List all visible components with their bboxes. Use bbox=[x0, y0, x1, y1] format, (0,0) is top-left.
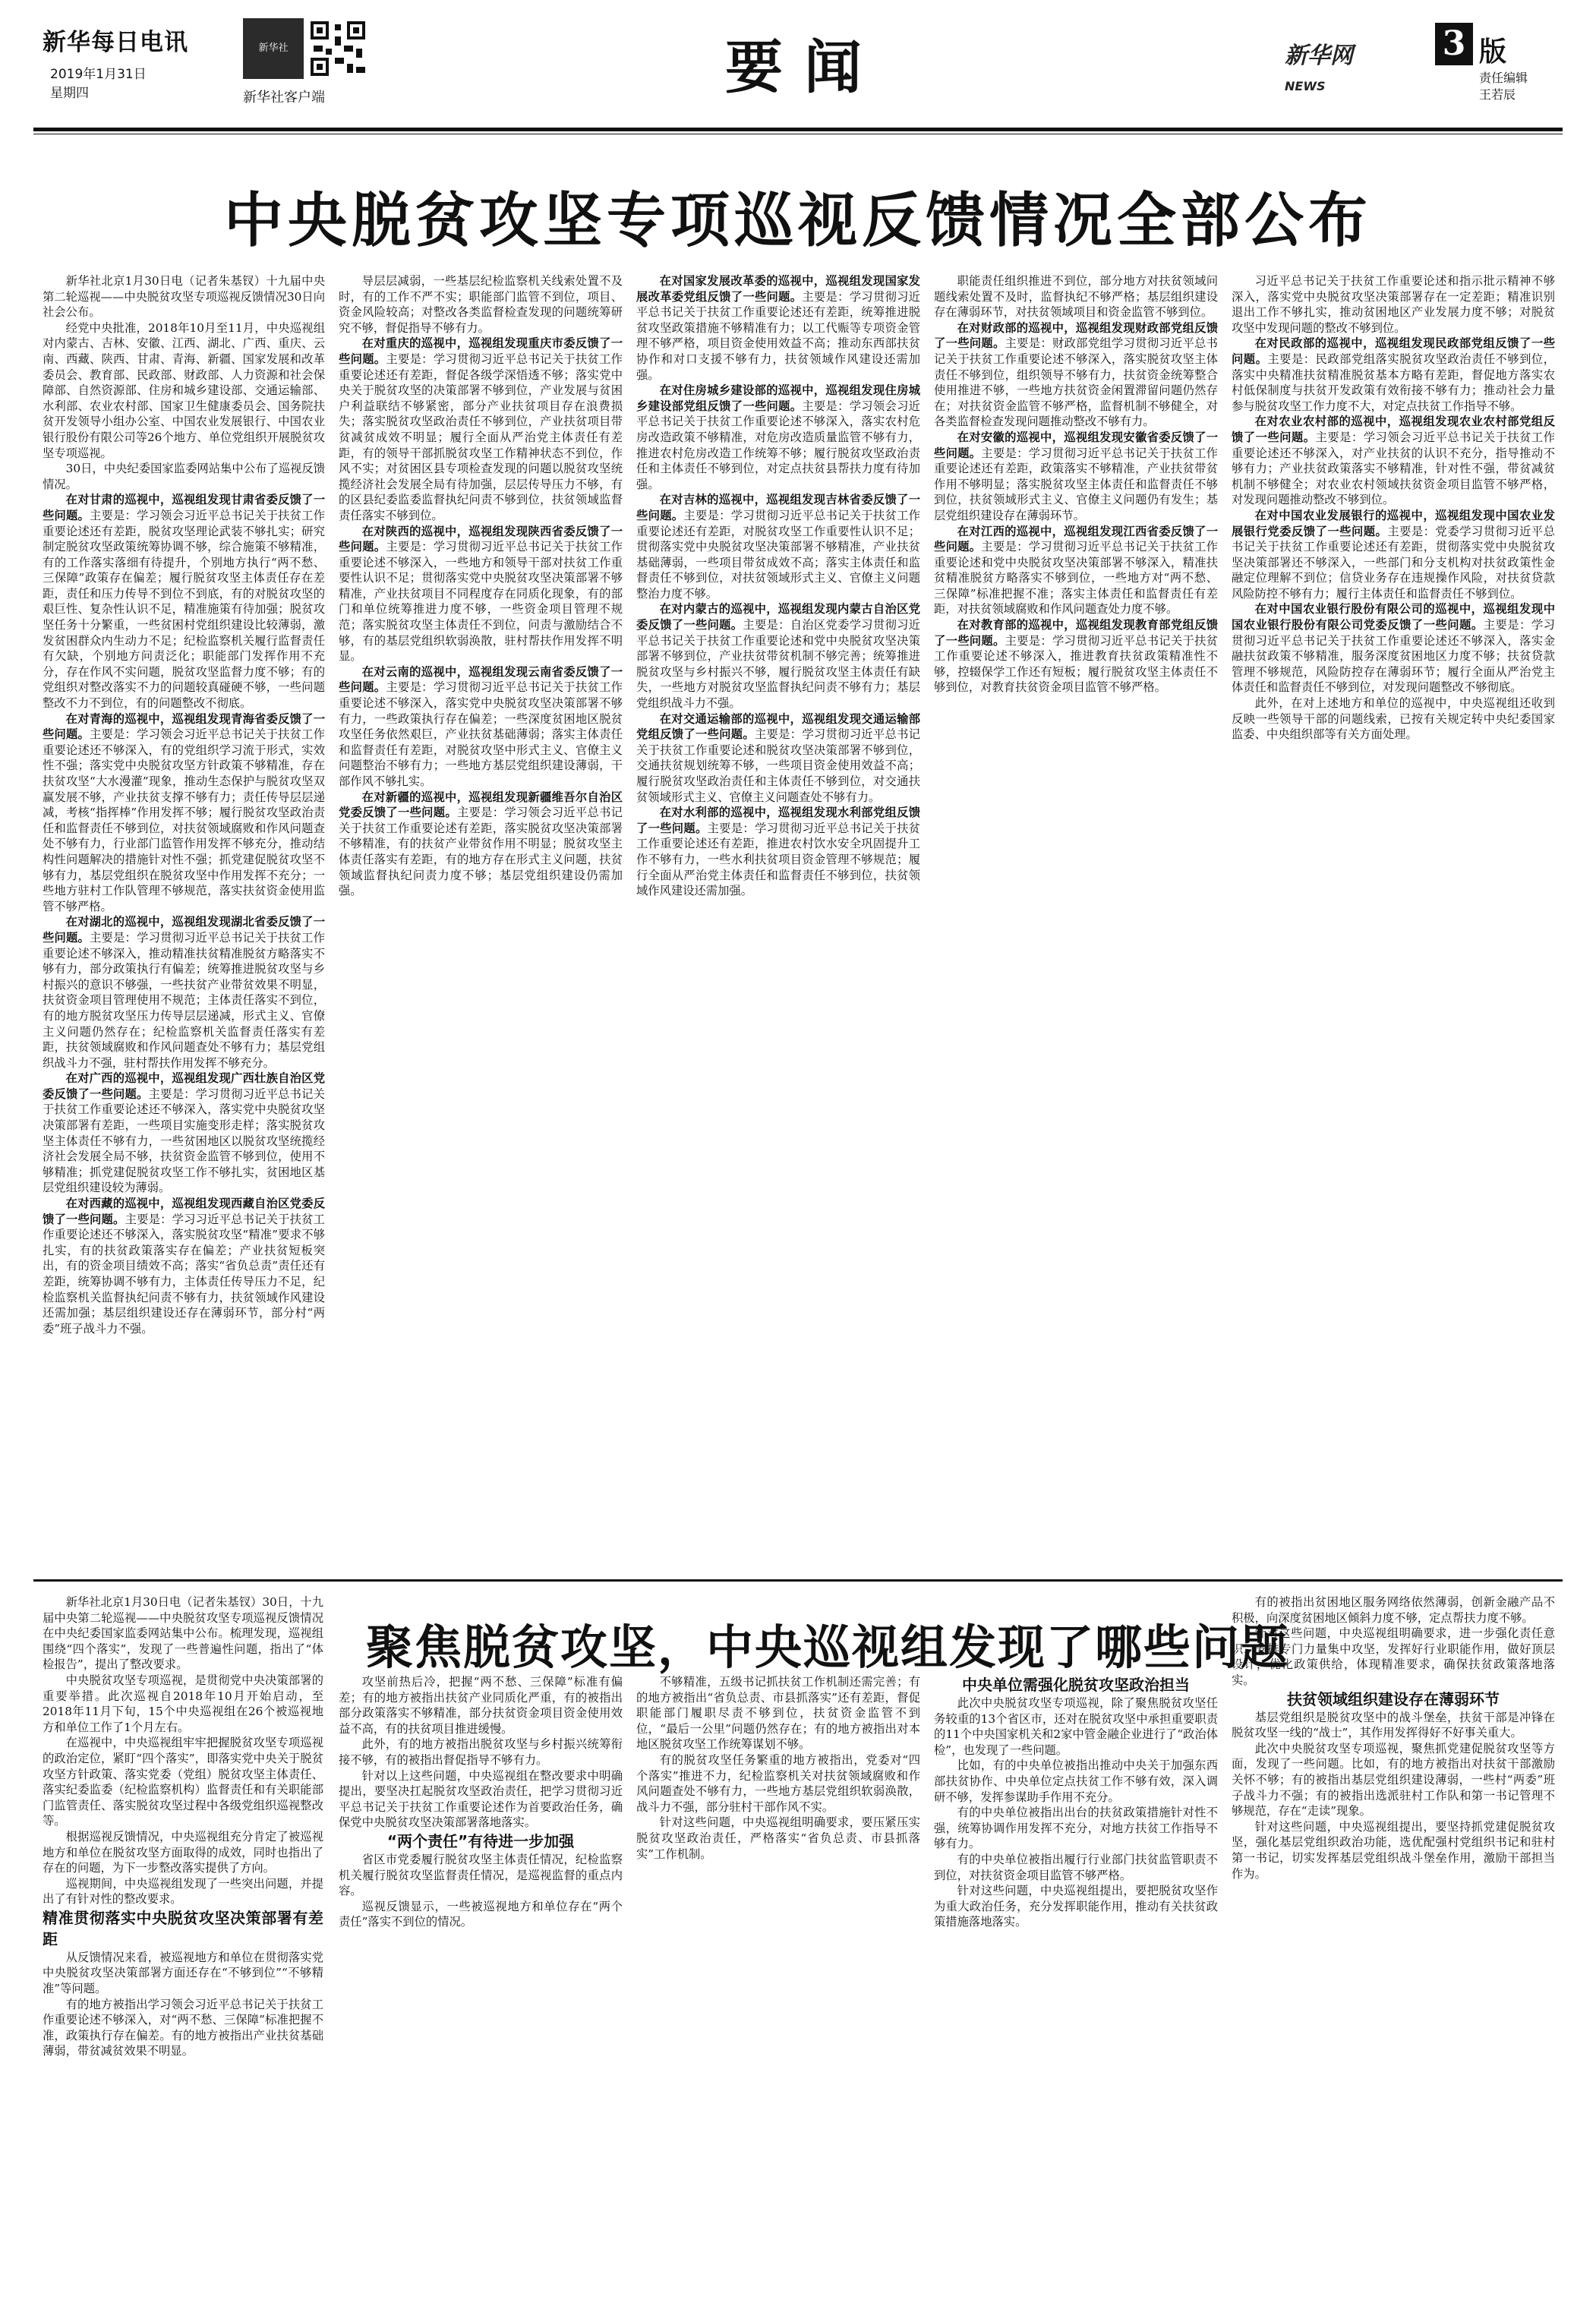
paragraph-label: 在对青海的巡视中，巡视组发现青海省委反馈了一些问题。 bbox=[43, 711, 325, 742]
article1-paragraph bbox=[339, 336, 623, 523]
paragraph-label: 在对财政部的巡视中，巡视组发现财政部党组反馈了一些问题。 bbox=[934, 320, 1218, 351]
article2-subheading: 精准贯彻落实中央脱贫攻坚决策部署有差距 bbox=[43, 1908, 323, 1948]
article2-paragraph: 有的中央单位被指出履行行业部门扶贫监管职责不到位，对扶贫资金项目监管不够严格。 bbox=[934, 1852, 1218, 1882]
article1-column-2 bbox=[339, 273, 623, 1564]
article2-paragraph: 此次中央脱贫攻坚专项巡视，聚焦抓党建促脱贫攻坚等方面，发现了一些问题。比如，有的地方被指出对扶贫干部激励关怀不够；有的被指出基层党组织建设薄弱，一些村“两委”班子战斗力不强；有的被指出选派驻村工作队和第一书记管理不够规范，存在“走读”现象。 bbox=[1232, 1741, 1555, 1818]
article1-paragraph bbox=[934, 430, 1218, 524]
xinhua-logo: 新华社 bbox=[243, 18, 304, 79]
article1-paragraph bbox=[1232, 336, 1555, 414]
article1-paragraph bbox=[1232, 508, 1555, 602]
article2-paragraph: 从反馈情况来看，被巡视地方和单位在贯彻落实党中央脱贫攻坚决策部署方面还存在“不够到位”“不够精准”等问题。 bbox=[43, 1950, 323, 1996]
page-label: 版 bbox=[1479, 36, 1507, 68]
article2-column-4 bbox=[934, 1674, 1218, 2293]
paragraph-label: 在对农业农村部的巡视中，巡视组发现农业农村部党组反馈了一些问题。 bbox=[1232, 415, 1555, 444]
paragraph-text: 主要是：自治区党委学习贯彻习近平总书记关于扶贫工作重要论述和党中央脱贫攻坚决策部署不够到位，产业扶贫带贫机制不够完善；统筹推进脱贫攻坚与乡村振兴不够，履行脱贫攻坚主体责任有缺失，一些地方对脱贫攻坚监督执纪问责不够有力；基层党组织战斗力不强。 bbox=[636, 618, 920, 711]
article1-paragraph bbox=[636, 273, 920, 383]
article1-paragraph bbox=[43, 1196, 325, 1336]
paragraph-text: 主要是：学习贯彻习近平总书记关于扶贫工作重要论述和党中央脱贫攻坚决策部署不够深入，精准扶贫精准脱贫方略落实不够到位，一些地方对“两不愁、三保障”标准把握不准；落实主体责任和监督责任有差距，对扶贫领域腐败和作风问题查处力度不够。 bbox=[934, 540, 1218, 617]
paragraph-label: 在对安徽的巡视中，巡视组发现安徽省委反馈了一些问题。 bbox=[934, 430, 1218, 460]
article1-paragraph bbox=[636, 492, 920, 601]
article2-paragraph: 有的中央单位被指出出台的扶贫政策措施针对性不强，统筹协调作用发挥不充分，对地方扶贫工作指导不够有力。 bbox=[934, 1806, 1218, 1851]
article1-paragraph bbox=[636, 711, 920, 806]
news-logo-small: NEWS bbox=[1285, 79, 1326, 93]
paragraph-text: 主要是：学习习近平总书记关于扶贫工作重要论述还不够深入，落实脱贫攻坚“精准”要求不够扎实，有的扶贫政策落实存在偏差；产业扶贫短板突出，有的资金项目绩效不高；落实“省负总责”责任还有差距，统筹协调不够有力，主体责任传导压力不足，纪检监察机关监督执纪问责不够有力，扶贫领域作风建设还需加强；基层组织建设还存在薄弱环节，部分村“两委”班子战斗力不强。 bbox=[43, 1212, 325, 1336]
article2-paragraph: 基层党组织是脱贫攻坚中的战斗堡垒，扶贫干部是冲锋在脱贫攻坚一线的“战士”，其作用发挥得好不好事关重大。 bbox=[1232, 1710, 1555, 1740]
article1-column-3 bbox=[636, 273, 920, 1564]
article1-column-5 bbox=[1232, 273, 1555, 1564]
paragraph-text: 主要是：学习领会习近平总书记关于扶贫工作重要论述还不够深入，对产业扶贫的认识不充分，指导推动不够有力；产业扶贫政策落实不够精准，针对性不强，带贫减贫机制不够健全；对农业农村领域扶贫资金项目监管不够严格，对发现问题推动整改不够到位。 bbox=[1232, 430, 1555, 507]
qr-code-icon[interactable] bbox=[308, 18, 368, 79]
paragraph-text: 主要是：学习贯彻习近平总书记关于扶贫工作重要论述还有差距，对脱贫攻坚工作重要性认识不足；贯彻落实党中央脱贫攻坚决策部署不够精准，产业扶贫基础薄弱，一些项目带贫成效不高；落实主体责任和监督责任不够到位，对扶贫领域形式主义、官僚主义问题整治力度不够。 bbox=[636, 508, 920, 601]
article2-paragraph: 针对这些问题，中央巡视组提出，要把脱贫攻坚作为重大政治任务，充分发挥职能作用，推动有关扶贫政策措施落地落实。 bbox=[934, 1884, 1218, 1929]
article1-headline[interactable]: 中央脱贫攻坚专项巡视反馈情况全部公布 bbox=[223, 187, 1372, 255]
paragraph-label: 在对新疆的巡视中，巡视组发现新疆维吾尔自治区党委反馈了一些问题。 bbox=[339, 790, 623, 820]
news-logo-text: 新华网 bbox=[1285, 43, 1353, 69]
paragraph-text: 主要是：学习贯彻习近平总书记关于扶贫工作重要论述不够深入，推进教育扶贫政策精准性不够，控辍保学工作还有短板；履行脱贫攻坚主体责任不够到位，对教育扶贫资金项目监管不够严格。 bbox=[934, 633, 1218, 695]
paragraph-text: 主要是：学习贯彻习近平总书记关于扶贫工作重要论述和脱贫攻坚决策部署不够到位，交通扶贫规划统筹不够，一些项目资金使用效益不高；履行脱贫攻坚政治责任和主体责任不够到位，对交通扶贫领域形式主义、官僚主义问题查处不够有力。 bbox=[636, 727, 920, 804]
issue-weekday: 星期四 bbox=[50, 86, 89, 101]
article1-paragraph bbox=[636, 805, 920, 899]
article1-paragraph bbox=[636, 601, 920, 711]
editor-credit bbox=[1479, 70, 1528, 103]
paragraph-text: 主要是：学习贯彻习近平总书记关于扶贫工作重要论述还有差距，统筹推进脱贫攻坚政策措施不够精准有力；以工代赈等专项资金管理不够严格，项目资金使用效益不高；推动东西部扶贫协作和对口支援不够有力，扶贫领域作风建设还需加强。 bbox=[636, 289, 920, 382]
paragraph-label: 在对中国农业银行股份有限公司的巡视中，巡视组发现中国农业银行股份有限公司党委反馈了一些问题。 bbox=[1232, 602, 1555, 632]
article2-paragraph: 有的地方被指出学习领会习近平总书记关于扶贫工作重要论述不够深入，对“两不愁、三保障”标准把握不准，政策执行存在偏差。有的地方被指出产业扶贫基础薄弱，带贫减贫效果不明显。 bbox=[43, 1997, 323, 2058]
article1-paragraph bbox=[934, 320, 1218, 430]
article2-paragraph: 不够精准，五级书记抓扶贫工作机制还需完善；有的地方被指出“省负总责、市县抓落实”还有差距，督促职能部门履职尽责不够到位，扶贫资金监管不到位，“最后一公里”问题仍然存在；有的地方被指出对本地区脱贫攻坚工作统筹谋划不够。 bbox=[636, 1675, 920, 1752]
masthead-rule bbox=[33, 128, 1563, 131]
paragraph-text: 主要是：学习领会习近平总书记关于扶贫工作重要论述不够深入，落实农村危房改造政策不够精准，对危房改造质量监管不够有力，推进农村危房改造工作统筹不够；履行脱贫攻坚政治责任和主体责任不够到位，对定点扶贫县帮扶力度有待加强。 bbox=[636, 399, 920, 491]
article1-paragraph: 经党中央批准，2018年10月至11月，中央巡视组对内蒙古、吉林、安徽、江西、湖北、广西、重庆、云南、西藏、陕西、甘肃、青海、新疆、国家发展和改革委员会、教育部、民政部、财政部、人力资源和社会保障部、自然资源部、住房和城乡建设部、交通运输部、水利部、农业农村部、国家卫生健康委员会、国务院扶贫开发领导小组办公室、中国农业发展银行、中国农业银行股份有限公司等26个地方、单位党组织开展脱贫攻坚专项巡视。 bbox=[43, 320, 325, 460]
paragraph-label: 在对陕西的巡视中，巡视组发现陕西省委反馈了一些问题。 bbox=[339, 524, 623, 554]
article2-subheading: 中央单位需强化脱贫攻坚政治担当 bbox=[962, 1676, 1190, 1694]
issue-date: 2019年1月31日 bbox=[50, 67, 147, 82]
paragraph-label: 在对住房城乡建设部的巡视中，巡视组发现住房城乡建设部党组反馈了一些问题。 bbox=[636, 383, 920, 413]
paragraph-label: 在对广西的巡视中，巡视组发现广西壮族自治区党委反馈了一些问题。 bbox=[43, 1071, 325, 1101]
paragraph-label: 在对西藏的巡视中，巡视组发现西藏自治区党委反馈了一些问题。 bbox=[43, 1197, 325, 1226]
paragraph-text: 主要是：学习领会习近平总书记关于扶贫工作重要论述有差距，落实脱贫攻坚决策部署不够精准，有的扶贫产业带贫作用不明显；脱贫攻坚主体责任落实有差距，有的地方存在形式主义问题，扶贫领域监督执纪问责力度不够；基层党组织建设仍需加强。 bbox=[339, 806, 623, 898]
article2-paragraph: 中央脱贫攻坚专项巡视，是贯彻党中央决策部署的重要举措。此次巡视自2018年10月开始启动，至2018年11月下旬，15个中央巡视组在26个被巡视地方和单位工作了1个月左右。 bbox=[43, 1673, 323, 1734]
article-divider bbox=[33, 1579, 1563, 1582]
article2-paragraph: 此外，有的地方被指出脱贫攻坚与乡村振兴统筹衔接不够，有的被指出督促指导不够有力。 bbox=[339, 1737, 623, 1767]
section-title: 要闻 bbox=[725, 33, 883, 101]
article1-paragraph bbox=[1232, 601, 1555, 695]
paragraph-text: 主要是：学习贯彻习近平总书记关于扶贫工作重要论述还不够深入，落实党中央脱贫攻坚决策部署有差距，一些项目实施变形走样；落实脱贫攻坚主体责任不够有力，一些贫困地区以脱贫攻坚统揽经济社会发展全局不够，扶贫资金监管不够到位，使用不够精准；抓党建促脱贫攻坚工作不够扎实，贫困地区基层党组织建设较为薄弱。 bbox=[43, 1087, 325, 1195]
article2-paragraph: 根据巡视反馈情况，中央巡视组充分肯定了被巡视地方和单位在脱贫攻坚方面取得的成效，同时也指出了存在的问题，为下一步整改落实提供了方向。 bbox=[43, 1829, 323, 1875]
article2-paragraph: 巡视期间，中央巡视组发现了一些突出问题，并提出了有针对性的整改要求。 bbox=[43, 1876, 323, 1907]
article2-paragraph: 针对这些问题，中央巡视组明确要求，进一步强化责任意识，安排专门力量集中攻坚，发挥好行业职能作用，做好顶层设计，优化政策供给，体现精准要求，确保扶贫政策落地落实。 bbox=[1232, 1626, 1555, 1687]
paragraph-label: 在对吉林的巡视中，巡视组发现吉林省委反馈了一些问题。 bbox=[636, 493, 920, 522]
paragraph-label: 在对交通运输部的巡视中，巡视组发现交通运输部党组反馈了一些问题。 bbox=[636, 711, 920, 742]
editor-name: 王若辰 bbox=[1479, 87, 1516, 102]
article2-headline[interactable]: 聚焦脱贫攻坚，中央巡视组发现了哪些问题 bbox=[365, 1620, 1289, 1675]
article1-paragraph bbox=[43, 914, 325, 1071]
article2-paragraph: 省区市党委履行脱贫攻坚主体责任情况，纪检监察机关履行脱贫攻坚监督责任情况，是巡视监督的重点内容。 bbox=[339, 1852, 623, 1898]
article1-paragraph: 职能责任组织推进不到位，部分地方对扶贫领域问题线索处置不及时，监督执纪不够严格；基层组织建设存在薄弱环节，对扶贫领域项目和资金监管不够到位。 bbox=[934, 274, 1218, 320]
paragraph-text: 主要是：财政部党组学习贯彻习近平总书记关于扶贫工作重要论述不够深入，落实脱贫攻坚主体责任不够到位，组织领导不够有力，扶贫资金统筹整合使用推进不够，一些地方扶贫资金闲置滞留问题仍然存在；对扶贫资金监管不够严格，监督机制不够健全，对各类监督检查发现问题推动整改不够有力。 bbox=[934, 336, 1218, 429]
article1-lead: 新华社北京1月30日电（记者朱基钗）十九届中央第二轮巡视——中央脱贫攻坚专项巡视反馈情况30日向社会公布。 bbox=[43, 274, 325, 320]
article1-paragraph bbox=[339, 790, 623, 899]
article1-paragraph bbox=[934, 524, 1218, 618]
paragraph-text: 主要是：学习贯彻习近平总书记关于扶贫工作重要论述不够深入，推动精准扶贫精准脱贫方略落实不够有力，部分政策执行有偏差；统筹推进脱贫攻坚与乡村振兴的意识不够强，一些扶贫产业带贫效果不明显，扶贫资金项目管理使用不规范；主体责任落实不到位，有的地方脱贫攻坚压力传导层层递减，形式主义、官僚主义问题仍然存在；纪检监察机关监督责任落实有差距，扶贫领域腐败和作风问题查处不够有力；基层党组织战斗力不强，驻村帮扶作用发挥不够充分。 bbox=[43, 930, 325, 1070]
article2-column-1 bbox=[43, 1594, 323, 2293]
article2-subheading: 扶贫领域组织建设存在薄弱环节 bbox=[1287, 1689, 1500, 1708]
article1-paragraph: 30日，中央纪委国家监委网站集中公布了巡视反馈情况。 bbox=[43, 462, 325, 491]
article2-paragraph: 此次中央脱贫攻坚专项巡视，除了聚焦脱贫攻坚任务较重的13个省区市，还对在脱贫攻坚中承担重要职责的11个中央国家机关和2家中管金融企业进行了“政治体检”，也发现了一些问题。 bbox=[934, 1696, 1218, 1757]
paragraph-text: 主要是：民政部党组落实脱贫攻坚政治责任不够到位，落实中央精准扶贫精准脱贫基本方略有差距，督促地方落实农村低保制度与扶贫开发政策有效衔接不够有力；推动社会力量参与脱贫攻坚工作力度不大，对定点扶贫工作指导不够。 bbox=[1232, 352, 1555, 413]
article1-paragraph bbox=[1232, 414, 1555, 508]
paragraph-label: 在对甘肃的巡视中，巡视组发现甘肃省委反馈了一些问题。 bbox=[43, 493, 325, 522]
article1-paragraph bbox=[636, 383, 920, 492]
article2-paragraph: 针对这些问题，中央巡视组提出，要坚持抓党建促脱贫攻坚，强化基层党组织政治功能，选优配强村党组织书记和驻村第一书记，切实发挥基层党组织战斗堡垒作用，激励干部担当作为。 bbox=[1232, 1819, 1555, 1881]
paragraph-label: 在对中国农业发展银行的巡视中，巡视组发现中国农业发展银行党委反馈了一些问题。 bbox=[1232, 508, 1555, 538]
paragraph-label: 在对云南的巡视中，巡视组发现云南省委反馈了一些问题。 bbox=[339, 664, 623, 695]
paragraph-text: 主要是：学习贯彻习近平总书记关于扶贫工作重要论述还有差距，政策落实不够精准，产业扶贫带贫作用不够明显；落实脱贫攻坚主体责任和监督责任不够到位，扶贫领域形式主义、官僚主义问题仍有发生；基层党组织建设存在薄弱环节。 bbox=[934, 446, 1218, 522]
article1-paragraph bbox=[43, 1071, 325, 1196]
paragraph-label: 在对江西的巡视中，巡视组发现江西省委反馈了一些问题。 bbox=[934, 524, 1218, 554]
paragraph-label: 在对国家发展改革委的巡视中，巡视组发现国家发展改革委党组反馈了一些问题。 bbox=[636, 274, 920, 304]
article2-paragraph: 有的被指出贫困地区服务网络依然薄弱，创新金融产品不积极，向深度贫困地区倾斜力度不够，定点帮扶力度不够。 bbox=[1232, 1595, 1555, 1625]
paragraph-text: 主要是：学习领会习近平总书记关于扶贫工作重要论述还有差距，脱贫攻坚理论武装不够扎实；研究制定脱贫攻坚政策统筹协调不够，综合施策不够精准，有的工作落实落细有待提升，个别地方执行“两不愁、三保障”政策存在偏差；履行脱贫攻坚主体责任存在差距，责任和压力传导不到位不到底，有的对脱贫攻坚的艰巨性、复杂性认识不足，精准施策有待加强；脱贫攻坚任务十分繁重，一些贫困村党组织建设比较薄弱，激发贫困群众内生动力不足；纪检监察机关履行监督责任有欠缺，个别地方问责泛化；职能部门发挥作用不充分，存在作风不实问题，脱贫攻坚监督力度不够；有的党组织对整改落实不力的问题较真碰硬不够，一些问题整改不力不到位，有的问题整改不彻底。 bbox=[43, 508, 325, 711]
article2-paragraph: 在巡视中，中央巡视组牢牢把握脱贫攻坚专项巡视的政治定位，紧盯“四个落实”，即落实党中央关于脱贫攻坚方针政策、落实党委（党组）脱贫攻坚主体责任、落实纪委监委（纪检监察机构）监督责任和有关职能部门监管责任、落实脱贫攻坚过程中各级党组织巡视整改等。 bbox=[43, 1736, 323, 1828]
article1-paragraph bbox=[934, 617, 1218, 695]
article2-paragraph: 比如，有的中央单位被指出推动中央关于加强东西部扶贫协作、中央单位定点扶贫工作不够有效，深入调研不够，发挥参谋助手作用不充分。 bbox=[934, 1758, 1218, 1804]
article1-column-4 bbox=[934, 273, 1218, 1564]
paragraph-text: 主要是：学习领会习近平总书记关于扶贫工作重要论述还不够深入，有的党组织学习流于形式，实效性不强；落实党中央脱贫攻坚方针政策不够精准，存在扶贫攻坚“大水漫灌”现象，推动生态保护与脱贫攻坚双赢发展不够，产业扶贫支撑不够有力；责任传导层层递减，考核“指挥棒”作用发挥不够；履行脱贫攻坚政治责任和监督责任不够到位，对扶贫领域腐败和作风问题查处不够有力，行业部门监管作用发挥不够充分，推动结构性问题解决的措施针对性不强；抓党建促脱贫攻坚不够有力，基层党组织在脱贫攻坚中作用发挥不充分；一些地方驻村工作队管理不够规范，落实扶贫资金使用监管不够严格。 bbox=[43, 727, 325, 913]
paragraph-text: 主要是：学习贯彻习近平总书记关于扶贫工作重要论述不够深入，落实党中央脱贫攻坚决策部署不够有力，一些政策执行存在偏差；一些深度贫困地区脱贫攻坚任务依然艰巨，产业扶贫基础薄弱；落实主体责任和监督责任有差距，对脱贫攻坚中形式主义、官僚主义问题整治不够有力；一些地方基层党组织建设薄弱，干部作风不够扎实。 bbox=[339, 680, 623, 788]
article2-paragraph: 有的脱贫攻坚任务繁重的地方被指出，党委对“四个落实”推进不力，纪检监察机关对扶贫领域腐败和作风问题查处不够有力，一些地方基层党组织软弱涣散，战斗力不强，部分驻村干部作风不实。 bbox=[636, 1752, 920, 1814]
article1-paragraph: 习近平总书记关于扶贫工作重要论述和指示批示精神不够深入，落实党中央脱贫攻坚决策部署存在一定差距；精准识别退出工作不够扎实，推动贫困地区产业发展力度不够；对脱贫攻坚中发现问题的整改不够到位。 bbox=[1232, 274, 1555, 335]
news-logo bbox=[1285, 36, 1353, 96]
article2-subheading: “两个责任”有待进一步加强 bbox=[386, 1831, 575, 1850]
paragraph-label: 在对湖北的巡视中，巡视组发现湖北省委反馈了一些问题。 bbox=[43, 915, 325, 945]
paragraph-text: 主要是：学习贯彻习近平总书记关于扶贫工作重要论述不够深入，一些地方和领导干部对扶贫工作重要性认识不足；贯彻落实党中央脱贫攻坚决策部署不够精准，产业扶贫项目不同程度存在同质化现象，有的部门和单位统筹推进力度不够，一些资金项目管理不规范；落实脱贫攻坚主体责任不到位，问责与激励结合不够，有的基层党组织软弱涣散，驻村帮扶作用发挥不明显。 bbox=[339, 540, 623, 664]
paragraph-text: 主要是：学习贯彻习近平总书记关于扶贫工作重要论述还有差距，推进农村饮水安全巩固提升工作不够有力，一些水利扶贫项目资金管理不够规范；履行全面从严治党主体责任和监督责任不够到位，扶贫领域作风建设还需加强。 bbox=[636, 821, 920, 898]
article1-paragraph bbox=[339, 664, 623, 790]
article1-paragraph bbox=[339, 524, 623, 664]
article2-paragraph: 攻坚前热后冷，把握“两不愁、三保障”标准有偏差；有的地方被指出扶贫产业同质化严重，有的被指出部分政策落实不够精准，部分扶贫资金项目资金使用效益不高，有的扶贫项目推进缓慢。 bbox=[339, 1675, 623, 1736]
article2-paragraph: 巡视反馈显示，一些被巡视地方和单位存在“两个责任”落实不到位的情况。 bbox=[339, 1899, 623, 1929]
editor-title: 责任编辑 bbox=[1479, 71, 1528, 85]
newspaper-brand: 新华每日电讯 bbox=[43, 29, 188, 56]
article2-column-3 bbox=[636, 1674, 920, 2293]
article1-paragraph: 导层层减弱，一些基层纪检监察机关线索处置不及时，有的工作不严不实；职能部门监管不到位，项目、资金风险较高；对整改各类监督检查发现的问题统筹研究不够，督促指导不够有力。 bbox=[339, 274, 623, 335]
article2-column-2 bbox=[339, 1674, 623, 2293]
article2-lead: 新华社北京1月30日电（记者朱基钗）30日，十九届中央第二轮巡视——中央脱贫攻坚专项巡视反馈情况在中央纪委国家监委网站集中公布。梳理发现，巡视组围绕“四个落实”，发现了一些普遍性问题，指出了“体检报告”，提出了整改要求。 bbox=[43, 1595, 323, 1672]
article1-paragraph: 此外，在对上述地方和单位的巡视中，中央巡视组还收到反映一些领导干部的问题线索，已按有关规定转中央纪委国家监委、中央组织部等有关方面处理。 bbox=[1232, 696, 1555, 742]
article2-paragraph: 针对这些问题，中央巡视组明确要求，要压紧压实脱贫攻坚政治责任，严格落实“省负总责、市县抓落实”工作机制。 bbox=[636, 1815, 920, 1861]
article1-column-1 bbox=[43, 273, 325, 1564]
masthead bbox=[0, 0, 1596, 144]
paragraph-text: 主要是：党委学习贯彻习近平总书记关于扶贫工作重要论述还有差距，贯彻落实党中央脱贫攻坚决策部署还不够深入，一些部门和分支机构对扶贫政策性金融定位理解不到位；信贷业务存在违规操作风险，对扶贫贷款风险防控不够有力；履行主体责任和监督责任不够到位。 bbox=[1232, 524, 1555, 601]
paragraph-label: 在对民政部的巡视中，巡视组发现民政部党组反馈了一些问题。 bbox=[1232, 336, 1555, 366]
article1-paragraph bbox=[43, 711, 325, 915]
paragraph-label: 在对教育部的巡视中，巡视组发现教育部党组反馈了一些问题。 bbox=[934, 618, 1218, 648]
article1-paragraph bbox=[43, 492, 325, 711]
paragraph-label: 在对内蒙古的巡视中，巡视组发现内蒙古自治区党委反馈了一些问题。 bbox=[636, 602, 920, 632]
page-number: 3 bbox=[1435, 23, 1473, 65]
article2-paragraph: 针对以上这些问题，中央巡视组在整改要求中明确提出，要坚决扛起脱贫攻坚政治责任，把学习贯彻习近平总书记关于扶贫工作重要论述作为首要政治任务，确保党中央脱贫攻坚决策部署落地落实。 bbox=[339, 1768, 623, 1830]
client-caption: 新华社客户端 bbox=[243, 90, 325, 106]
paragraph-text: 主要是：学习贯彻习近平总书记关于扶贫工作重要论述还不够深入，落实金融扶贫政策不够精准，服务深度贫困地区力度不够；扶贫贷款管理不够规范，风险防控存在薄弱环节；履行全面从严治党主体责任和监督责任不够到位，对发现问题整改不够彻底。 bbox=[1232, 618, 1555, 695]
article2-column-5 bbox=[1232, 1594, 1555, 2293]
paragraph-label: 在对水利部的巡视中，巡视组发现水利部党组反馈了一些问题。 bbox=[636, 806, 920, 835]
paragraph-text: 主要是：学习贯彻习近平总书记关于扶贫工作重要论述还有差距，督促各级学深悟透不够；落实党中央关于脱贫攻坚的决策部署不够到位，产业发展与贫困户利益联结不够紧密，部分产业扶贫项目存在浪费损失；落实脱贫攻坚政治责任不够到位，产业扶贫项目带贫减贫成效不明显；履行全面从严治党主体责任有差距，有的领导干部抓脱贫攻坚工作精神状态不到位，作风不实；对贫困区县专项检查发现的问题以脱贫攻坚统揽经济社会发展全局有待加强，层层传导压力不够，有的区县纪委监委监督执纪问责不够到位，扶贫领域监督责任落实不够到位。 bbox=[339, 352, 623, 522]
dateline bbox=[50, 65, 147, 103]
paragraph-label: 在对重庆的巡视中，巡视组发现重庆市委反馈了一些问题。 bbox=[339, 336, 623, 366]
